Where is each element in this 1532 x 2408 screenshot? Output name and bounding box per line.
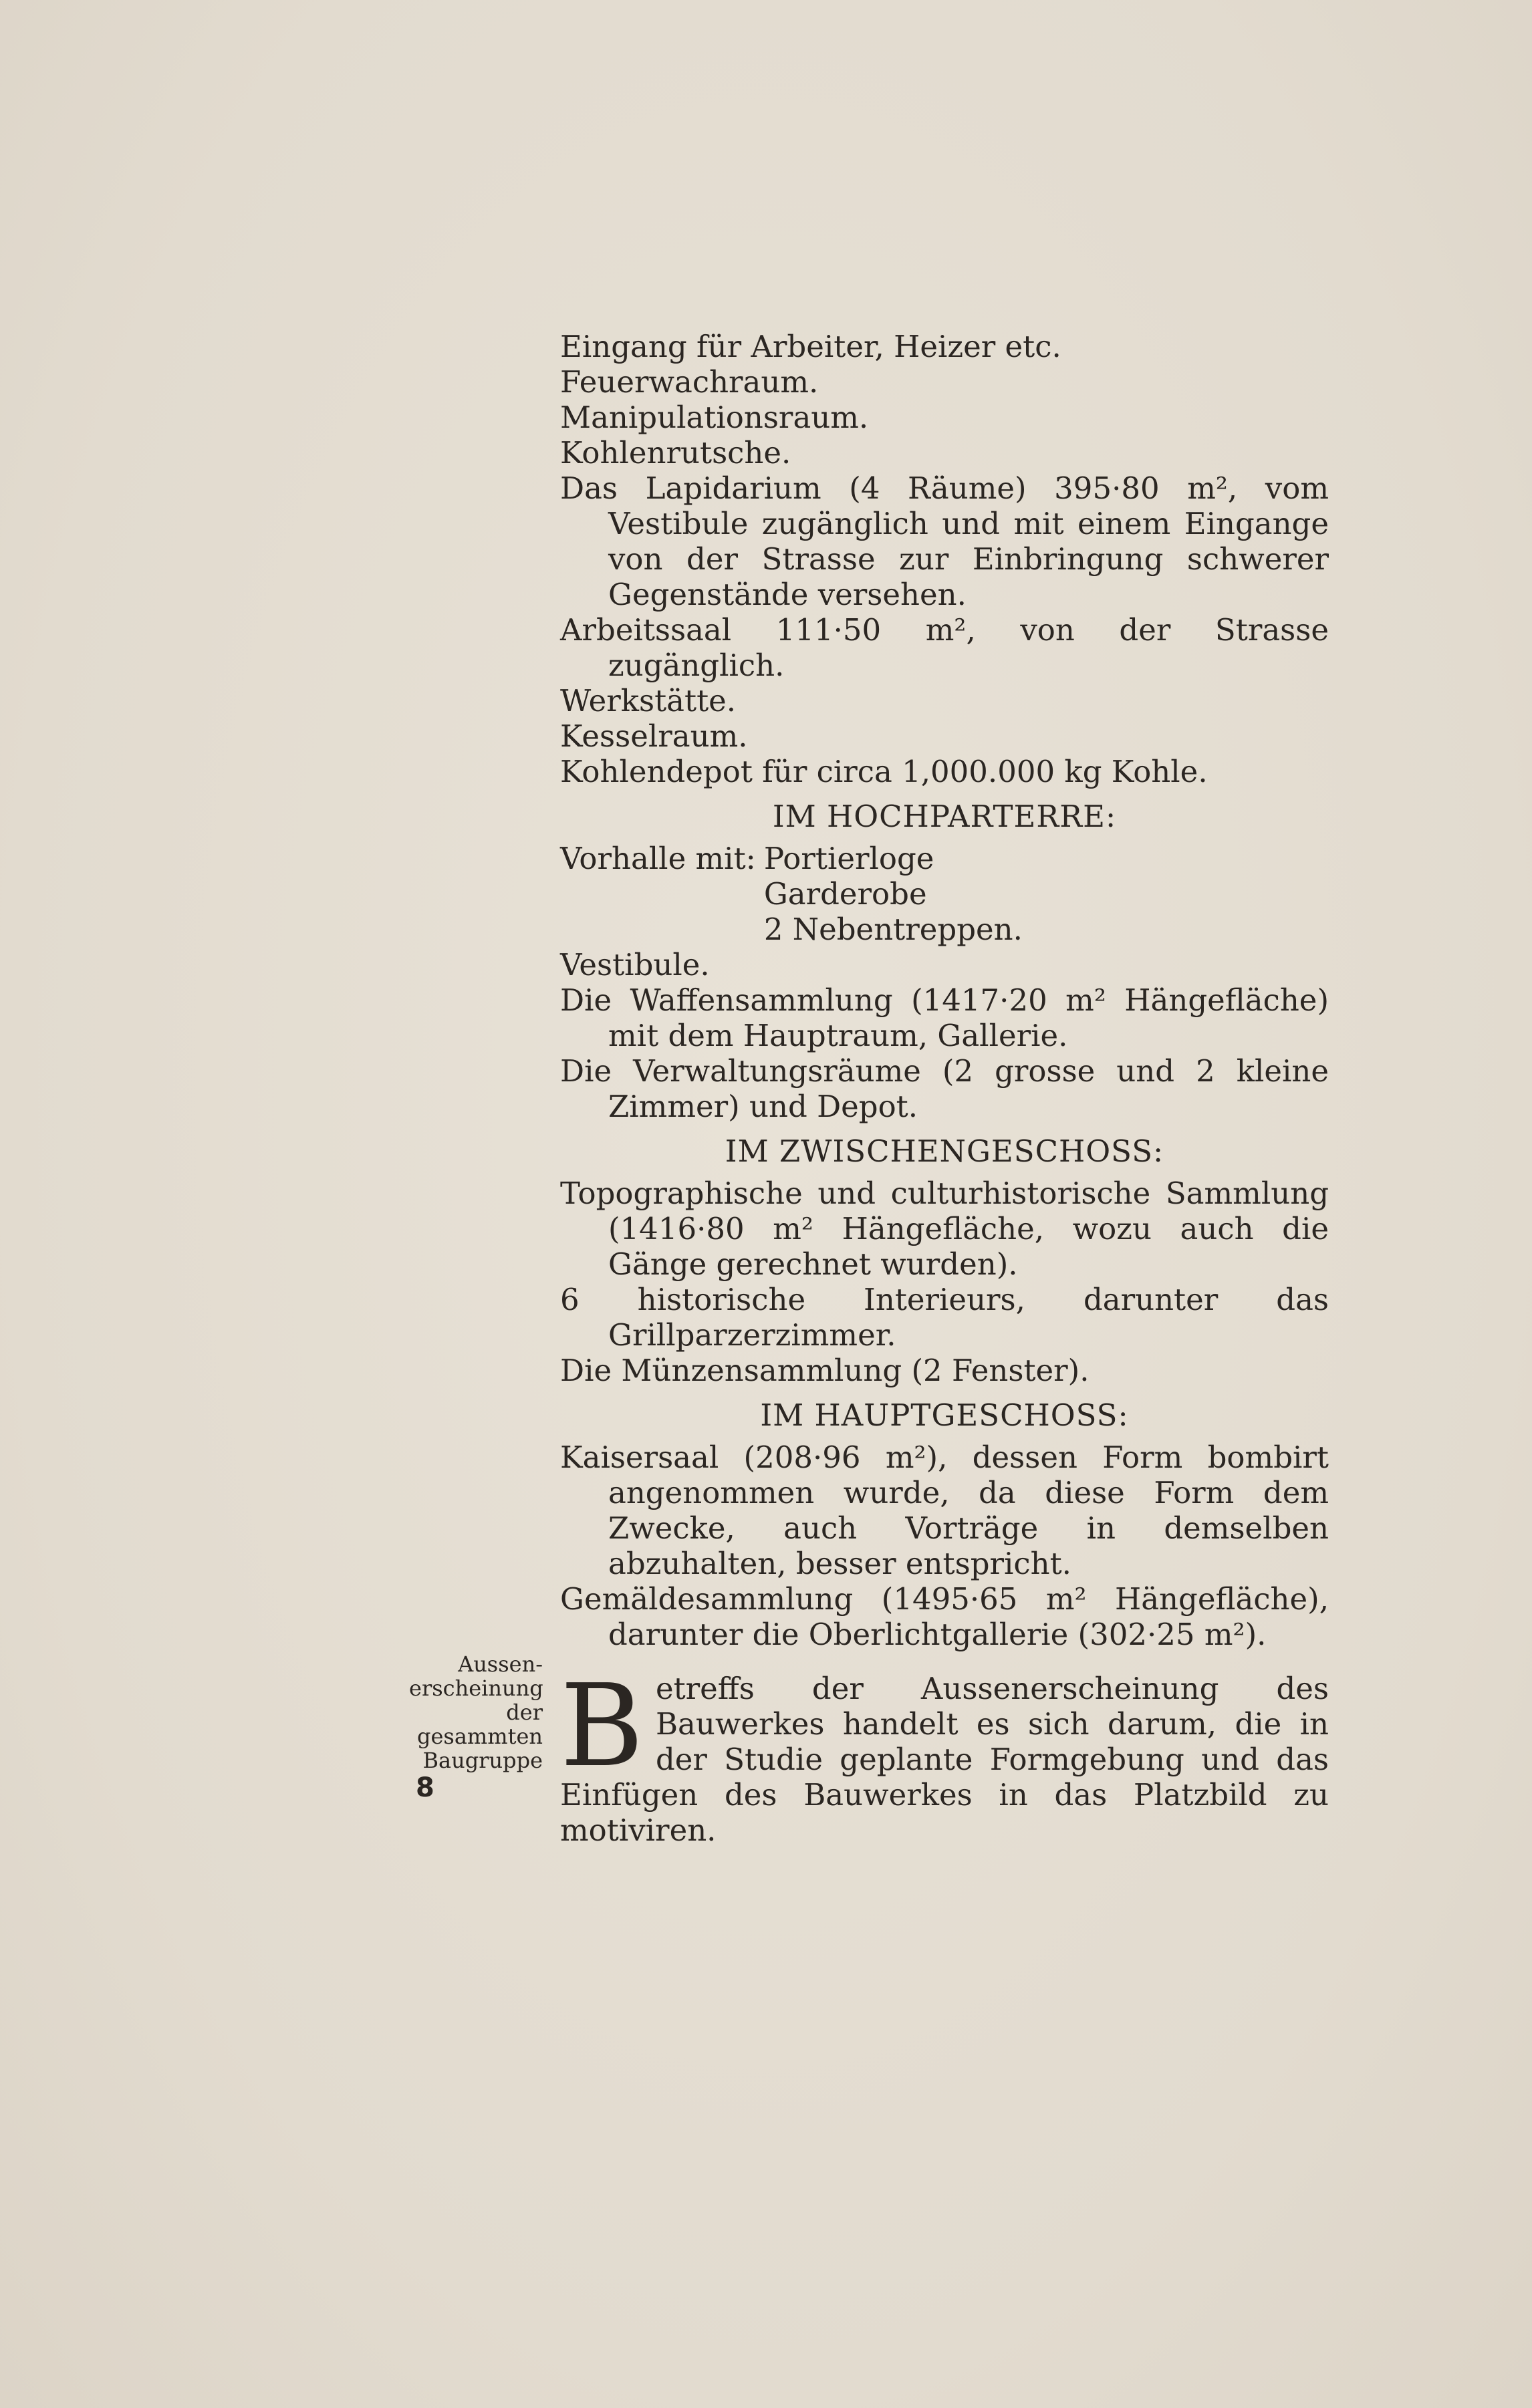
section-heading-zwischengeschoss: IM ZWISCHENGESCHOSS:	[725, 1133, 1164, 1169]
margin-note-line: Aussen-	[458, 1651, 543, 1677]
entry: Vestibule.	[560, 947, 710, 982]
entry: Die Waffensammlung (1417·20 m² Hängefläche) mit dem Hauptraum, Gallerie.	[560, 982, 1329, 1053]
drop-cap: B	[560, 1660, 644, 1792]
entry: Topographische und culturhistorische Sammlung (1416·80 m² Hängefläche, wozu auch die Gänge gerechnet wurden).	[560, 1176, 1329, 1282]
margin-note	[409, 1652, 543, 1772]
section-heading-hochparterre: IM HOCHPARTERRE:	[772, 799, 1117, 834]
entry: Die Münzensammlung (2 Fenster).	[560, 1353, 1090, 1388]
entry: 6 historische Interieurs, darunter das Grillparzerzimmer.	[560, 1282, 1329, 1353]
entry: Die Verwaltungsräume (2 grosse und 2 kleine Zimmer) und Depot.	[560, 1053, 1329, 1124]
entry: Eingang für Arbeiter, Heizer etc.	[560, 329, 1061, 364]
entry: Kohlenrutsche.	[560, 435, 791, 471]
entry: Kesselraum.	[560, 718, 748, 754]
vorhalle-list	[560, 841, 1329, 947]
margin-note-line: Baugruppe	[422, 1748, 543, 1773]
entry: Werkstätte.	[560, 683, 737, 718]
final-paragraph	[560, 1660, 1329, 1848]
vorhalle-label: Vorhalle mit:	[560, 841, 756, 876]
margin-note-line: der	[506, 1700, 543, 1725]
text-column	[560, 329, 1329, 1848]
entry: Kaisersaal (208·96 m²), dessen Form bombirt angenommen wurde, da diese Form dem Zwecke, auch Vorträge in demselben abzuhalten, besser entspricht.	[560, 1440, 1329, 1581]
entry: Arbeitssaal 111·50 m², von der Strasse zugänglich.	[560, 612, 1329, 683]
final-paragraph-text: etreffs der Aussenerscheinung des Bauwerkes handelt es sich darum, die in der Studie geplante Formgebung und das Einfügen des Bauwerkes in das Platzbild zu motiviren.	[560, 1671, 1329, 1848]
vorhalle-items	[764, 841, 1023, 947]
entry: Manipulationsraum.	[560, 400, 869, 435]
entry: Feuerwachraum.	[560, 364, 819, 400]
page-number: 8	[416, 1772, 434, 1803]
list-item: Garderobe	[763, 876, 927, 912]
list-item: 2 Nebentreppen.	[763, 912, 1023, 947]
section-heading-hauptgeschoss: IM HAUPTGESCHOSS:	[760, 1397, 1129, 1433]
margin-note-line: gesammten	[416, 1724, 543, 1749]
list-item: Portierloge	[763, 841, 934, 876]
entry: Das Lapidarium (4 Räume) 395·80 m², vom Vestibule zugänglich und mit einem Eingange von der Strasse zur Einbringung schwerer Gegenstände versehen.	[560, 471, 1329, 612]
entry: Gemäldesammlung (1495·65 m² Hängefläche), darunter die Oberlichtgallerie (302·25 m²).	[560, 1581, 1329, 1652]
margin-note-line: erscheinung	[409, 1676, 543, 1701]
entry: Kohlendepot für circa 1,000.000 kg Kohle.	[560, 754, 1208, 789]
